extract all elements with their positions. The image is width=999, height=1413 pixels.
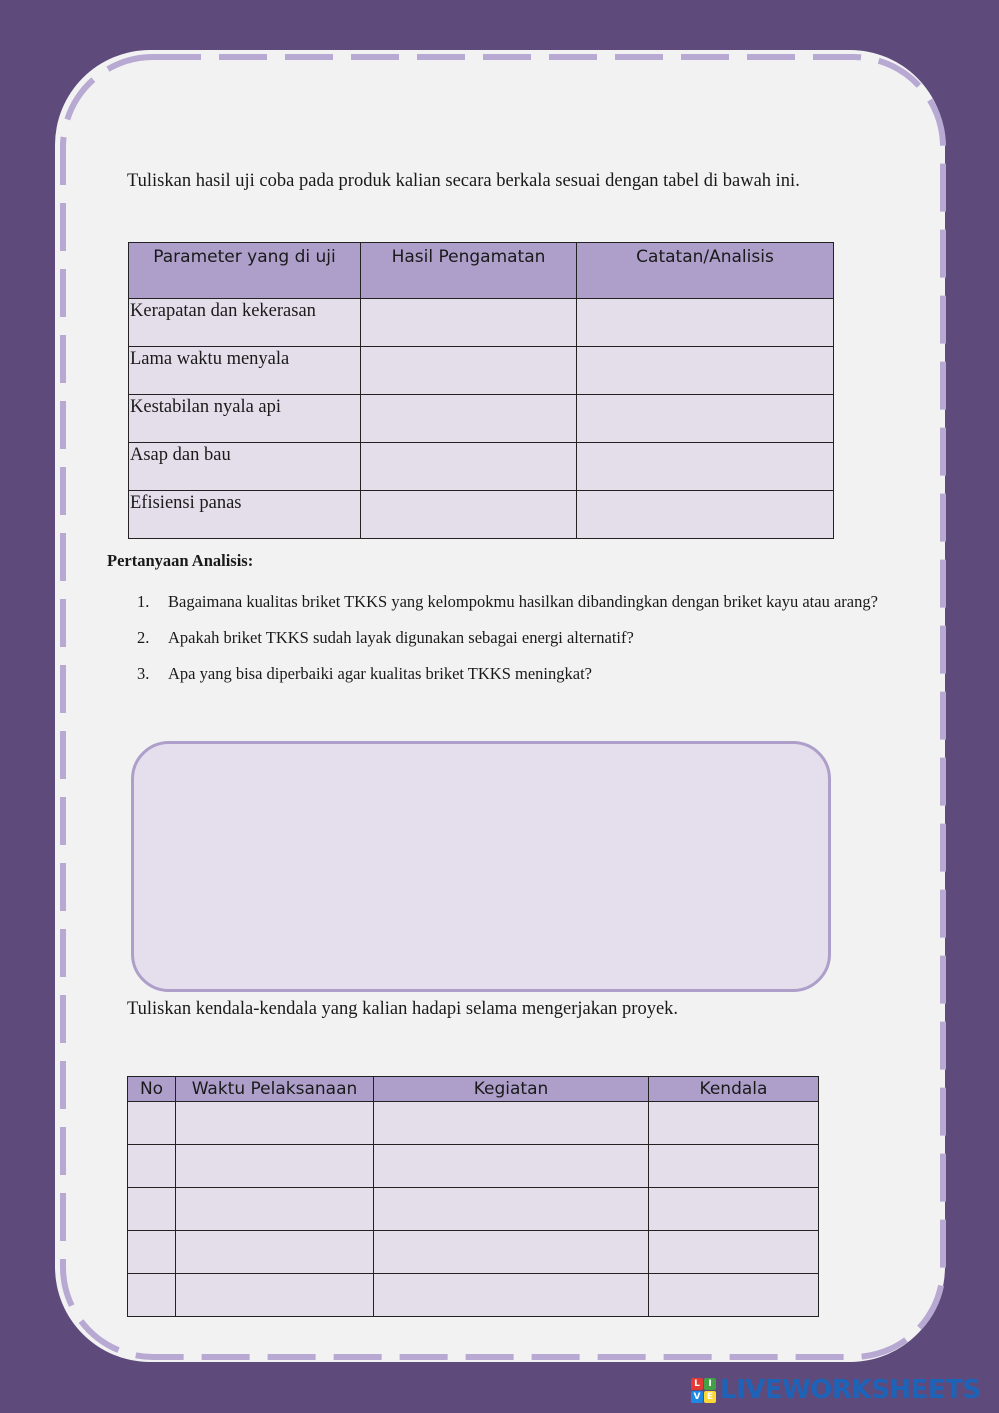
kegiatan-input-cell[interactable] [374,1145,649,1188]
kegiatan-input-cell[interactable] [374,1188,649,1231]
question-list [137,590,887,698]
parameter-cell: Lama waktu menyala [129,347,361,395]
no-input-cell[interactable] [128,1145,176,1188]
kendala-instruction: Tuliskan kendala-kendala yang kalian hadapi selama mengerjakan proyek. [127,999,679,1019]
catatan-input-cell[interactable] [577,347,834,395]
test-results-table [128,242,834,539]
parameter-cell: Kestabilan nyala api [129,395,361,443]
table-row [129,395,834,443]
table-row [128,1145,819,1188]
obstacles-table [127,1076,819,1317]
kendala-input-cell[interactable] [649,1102,819,1145]
question-item [137,626,887,650]
kegiatan-input-cell[interactable] [374,1274,649,1317]
parameter-cell: Asap dan bau [129,443,361,491]
question-text: Apakah briket TKKS sudah layak digunakan sebagai energi alternatif? [168,628,634,647]
catatan-input-cell[interactable] [577,299,834,347]
waktu-input-cell[interactable] [176,1231,374,1274]
logo-text: LIVEWORKSHEETS [720,1375,981,1405]
parameter-cell: Efisiensi panas [129,491,361,539]
table-row [128,1274,819,1317]
hasil-input-cell[interactable] [361,395,577,443]
no-input-cell[interactable] [128,1231,176,1274]
header-hasil: Hasil Pengamatan [361,243,577,299]
parameter-cell: Kerapatan dan kekerasan [129,299,361,347]
kendala-input-cell[interactable] [649,1188,819,1231]
question-number: 1. [137,592,150,611]
table-row [129,299,834,347]
table-row [128,1231,819,1274]
no-input-cell[interactable] [128,1102,176,1145]
header-catatan: Catatan/Analisis [577,243,834,299]
question-number: 3. [137,664,150,683]
kegiatan-input-cell[interactable] [374,1102,649,1145]
header-kegiatan: Kegiatan [374,1077,649,1102]
waktu-input-cell[interactable] [176,1145,374,1188]
table-row [128,1188,819,1231]
question-text: Bagaimana kualitas briket TKKS yang kelompokmu hasilkan dibandingkan dengan briket kayu atau arang? [168,592,878,611]
question-item [137,590,887,614]
no-input-cell[interactable] [128,1274,176,1317]
table-row [129,491,834,539]
hasil-input-cell[interactable] [361,299,577,347]
waktu-input-cell[interactable] [176,1102,374,1145]
logo-mark-icon: L I V E [691,1378,716,1403]
question-item [137,662,887,686]
question-text: Apa yang bisa diperbaiki agar kualitas briket TKKS meningkat? [168,664,592,683]
intro-instruction: Tuliskan hasil uji coba pada produk kalian secara berkala sesuai dengan tabel di bawah ini. [127,171,800,191]
no-input-cell[interactable] [128,1188,176,1231]
catatan-input-cell[interactable] [577,491,834,539]
liveworksheets-logo [691,1375,981,1405]
waktu-input-cell[interactable] [176,1188,374,1231]
header-no: No [128,1077,176,1102]
header-kendala: Kendala [649,1077,819,1102]
kegiatan-input-cell[interactable] [374,1231,649,1274]
catatan-input-cell[interactable] [577,395,834,443]
kendala-input-cell[interactable] [649,1274,819,1317]
kendala-input-cell[interactable] [649,1145,819,1188]
question-number: 2. [137,628,150,647]
catatan-input-cell[interactable] [577,443,834,491]
header-waktu: Waktu Pelaksanaan [176,1077,374,1102]
table-row [129,347,834,395]
table-row [129,443,834,491]
analysis-title: Pertanyaan Analisis: [107,551,254,570]
header-parameter: Parameter yang di uji [129,243,361,299]
table-row [128,1102,819,1145]
hasil-input-cell[interactable] [361,443,577,491]
answer-textbox[interactable] [131,741,831,992]
waktu-input-cell[interactable] [176,1274,374,1317]
hasil-input-cell[interactable] [361,491,577,539]
kendala-input-cell[interactable] [649,1231,819,1274]
hasil-input-cell[interactable] [361,347,577,395]
